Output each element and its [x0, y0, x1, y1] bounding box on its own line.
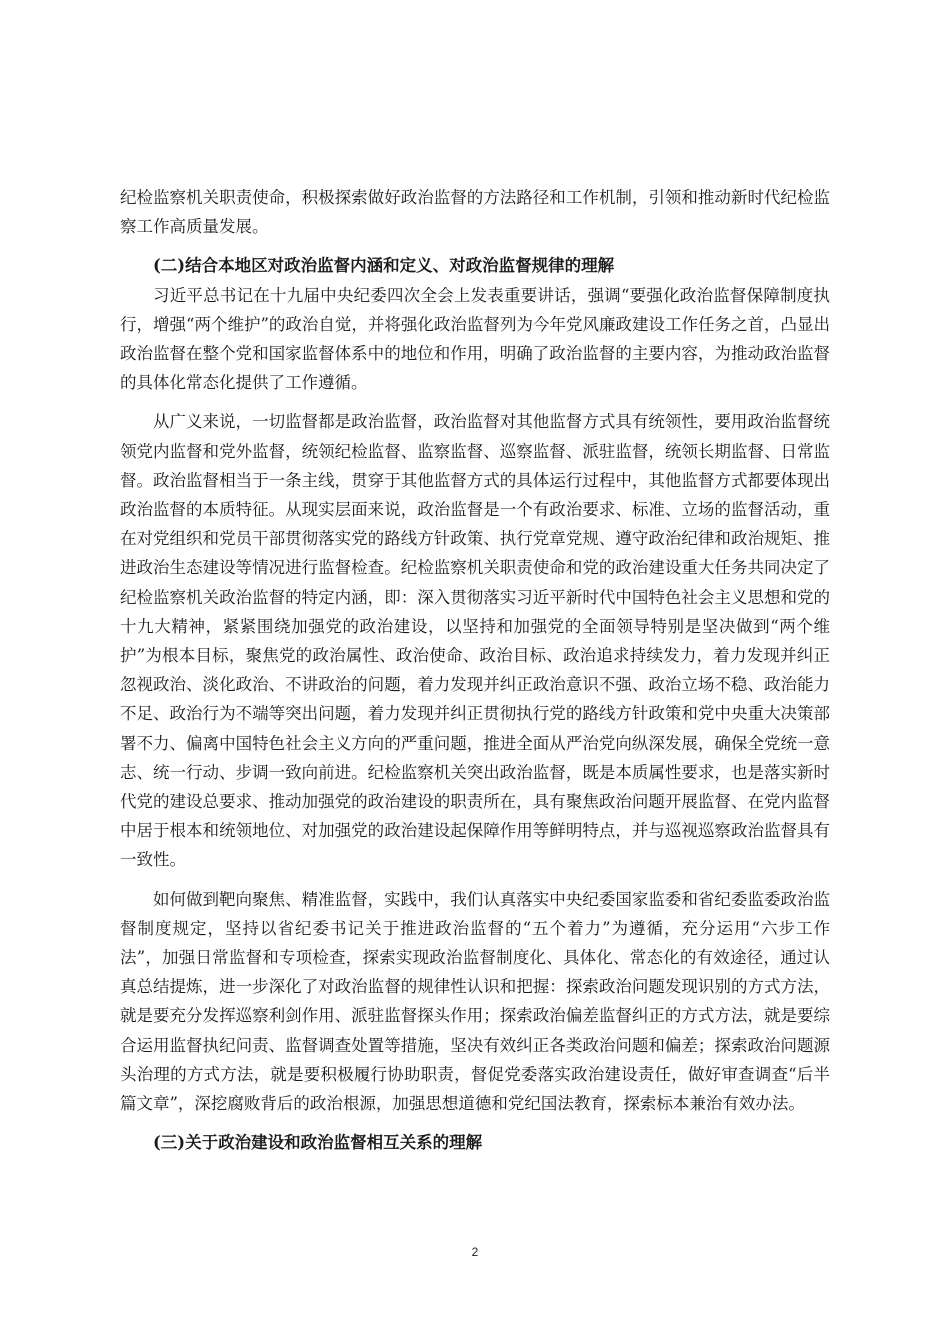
paragraph-speech: 习近平总书记在十九届中央纪委四次全会上发表重要讲话，强调“要强化政治监督保障制度执行，增强“两个维护”的政治自觉，并将强化政治监督列为今年党风廉政建设工作任务之首，凸显出政治监督在整个党和国家监督体系中的地位和作用，明确了政治监督的主要内容，为推动政治监督的具体化常态化提供了工作遵循。	[120, 285, 830, 393]
document-body	[120, 183, 830, 1158]
section-heading-2: (二)结合本地区对政治监督内涵和定义、对政治监督规律的理解	[153, 256, 615, 276]
paragraph-targeted-supervision: 如何做到靶向聚焦、精准监督，实践中，我们认真落实中央纪委国家监委和省纪委监委政治监督制度规定，坚持以省纪委书记关于推进政治监督的“五个着力”为遵循，充分运用“六步工作法”，加强日常监督和专项检查，探索实现政治监督制度化、具体化、常态化的有效途径，通过认真总结提炼，进一步深化了对政治监督的规律性认识和把握：探索政治问题发现识别的方式方法，就是要充分发挥巡察利剑作用、派驻监督探头作用；探索政治偏差监督纠正的方式方法，就是要综合运用监督执纪问责、监督调查处置等措施，坚决有效纠正各类政治问题和偏差；探索政治问题源头治理的方式方法，就是要积极履行协助职责，督促党委落实政治建设责任，做好审查调查“后半篇文章”，深挖腐败背后的政治根源，加强思想道德和党纪国法教育，探索标本兼治有效办法。	[120, 889, 830, 1114]
page-number: 2	[471, 1245, 479, 1259]
paragraph-continuation: 纪检监察机关职责使命，积极探索做好政治监督的方法路径和工作机制，引领和推动新时代纪检监察工作高质量发展。	[120, 188, 830, 237]
paragraph-broad-sense: 从广义来说，一切监督都是政治监督，政治监督对其他监督方式具有统领性，要用政治监督统领党内监督和党外监督，统领纪检监督、监察监督、巡察监督、派驻监督，统领长期监督、日常监督。政治监督相当于一条主线，贯穿于其他监督方式的具体运行过程中，其他监督方式都要体现出政治监督的本质特征。从现实层面来说，政治监督是一个有政治要求、标准、立场的监督活动，重在对党组织和党员干部贯彻落实党的路线方针政策、执行党章党规、遵守政治纪律和政治规矩、推进政治生态建设等情况进行监督检查。纪检监察机关职责使命和党的政治建设重大任务共同决定了纪检监察机关政治监督的特定内涵，即：深入贯彻落实习近平新时代中国特色社会主义思想和党的十九大精神，紧紧围绕加强党的政治建设，以坚持和加强党的全面领导特别是坚决做到“两个维护”为根本目标，聚焦党的政治属性、政治使命、政治目标、政治追求持续发力，着力发现并纠正忽视政治、淡化政治、不讲政治的问题，着力发现并纠正政治意识不强、政治立场不稳、政治能力不足、政治行为不端等突出问题，着力发现并纠正贯彻执行党的路线方针政策和党中央重大决策部署不力、偏离中国特色社会主义方向的严重问题，推进全面从严治党向纵深发展，确保全党统一意志、统一行动、步调一致向前进。纪检监察机关突出政治监督，既是本质属性要求，也是落实新时代党的建设总要求、推动加强党的政治建设的职责所在，具有聚焦政治问题开展监督、在党内监督中居于根本和统领地位、对加强党的政治建设起保障作用等鲜明特点，并与巡视巡察政治监督具有一致性。	[120, 412, 830, 870]
section-heading-3: (三)关于政治建设和政治监督相互关系的理解	[153, 1133, 483, 1153]
